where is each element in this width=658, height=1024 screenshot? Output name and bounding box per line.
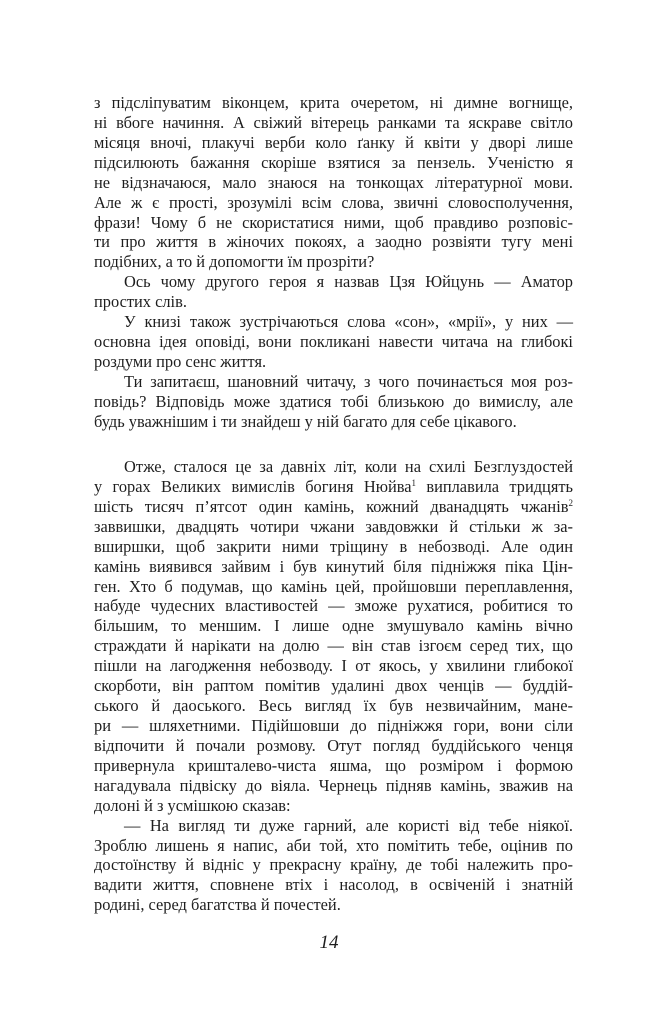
text-line: Але ж є прості, зрозумілі всім слова, звичні словосполучення, — [94, 192, 573, 212]
text-line: ри — шляхетними. Підійшовши до підніжжя гори, вони сіли — [94, 715, 573, 735]
page-number: 14 — [319, 932, 339, 953]
text-line: пішли на лагодження небозводу. І от якось, у хвилини глибокої — [94, 656, 573, 676]
text-line: шість тисяч п’ятсот один камінь, кожний дванадцять чжанів$^2$ — [94, 496, 573, 516]
text-line: у горах Великих вимислів богиня Нюйва$^1$ виплавила тридцять — [94, 476, 573, 496]
text-line: ти про життя в жіночих покоях, а заодно розвіяти тугу мені — [94, 232, 573, 252]
text-line: фрази! Чому б не скористатися ними, щоб правдиво розповіс- — [94, 212, 573, 232]
text-line: У книзі також зустрічаються слова «сон», «мрії», у них — — [124, 312, 573, 332]
text-line: ського й даоського. Весь вигляд їх був незвичайним, мане- — [94, 696, 573, 716]
text-line: подібних, а то й допомогти їм прозріти? — [94, 252, 375, 272]
paragraph — [94, 93, 573, 272]
text-line: Отже, сталося це за давніх літ, коли на схилі Безглуздостей — [124, 457, 573, 476]
text-line: будь уважнішим і ти знайдеш у ній багато для себе цікавого. — [94, 411, 517, 431]
text-line: Ось чому другого героя я назвав Цзя Юйцунь — Аматор — [124, 272, 573, 292]
text-line: скорботи, він раптом помітив удалині двох ченців — буддій- — [94, 676, 573, 696]
paragraph — [94, 372, 573, 432]
text-line: відпочити й почали розмову. Отут погляд буддійського ченця — [94, 735, 573, 755]
text-line: Ти запитаєш, шановний читачу, з чого починається моя роз- — [124, 371, 573, 391]
text-line: страждати й нарікати на долю — він став ізгоєм серед тих, що — [94, 636, 573, 656]
paragraph — [94, 272, 573, 312]
text-line: простих слів. — [94, 292, 187, 312]
text-line: достоїнству й відніс у прекрасну країну, де тобі належить про- — [94, 855, 573, 875]
text-line: камінь виявився зайвим і був кинутий біля підніжжя піка Цін- — [94, 556, 573, 576]
text-line: місяця вночі, плакучі верби коло ґанку й квіти у дворі лише — [94, 132, 573, 152]
text-line: з підсліпуватим віконцем, крита очеретом, ні димне вогнище, — [94, 93, 573, 112]
text-line: ні вбоге начиння. А свіжий вітерець ранками та яскраве світло — [94, 112, 573, 132]
text-line: набуде чудесних властивостей — зможе рухатися, робитися то — [94, 596, 573, 616]
text-line: привернула кришталево-чиста яшма, що розміром і формою — [94, 755, 573, 775]
text-line: підсилюють бажання скоріше взятися за пензель. Ученістю я — [94, 152, 573, 172]
text-line: більшим, то меншим. І лише одне змушувало камінь вічно — [94, 616, 573, 636]
story-text-block — [94, 457, 573, 915]
text-line: не відзначаюся, мало знаюся на тонкощах літературної мови. — [94, 172, 573, 192]
text-line: родині, серед багатства й почестей. — [94, 895, 341, 915]
text-line: заввишки, двадцять чотири чжани завдовжки й стільки ж за- — [94, 516, 573, 536]
text-line: повідь? Відповідь може здатися тобі близькою до вимислу, але — [94, 391, 573, 411]
text-line: нагадувала підвіску до віяла. Чернець підняв камінь, зважив на — [94, 775, 573, 795]
text-line: Зроблю лишень я напис, аби той, хто помітить тебе, оцінив по — [94, 835, 573, 855]
text-line: долоні й з усмішкою сказав: — [94, 795, 291, 815]
text-line: вадити життя, сповнене втіх і насолод, в освіченій і знатній — [94, 875, 573, 895]
text-line: — На вигляд ти дуже гарний, але користі від тебе ніякої. — [124, 815, 573, 835]
paragraph — [94, 457, 573, 816]
text-line: ген. Хто б подумав, що камінь цей, пройшовши переплавлення, — [94, 576, 573, 596]
paragraph — [94, 816, 573, 916]
text-line: роздуми про сенс життя. — [94, 351, 267, 371]
text-line: вширшки, щоб закрити ними тріщину в небозводі. Але один — [94, 536, 573, 556]
text-line: основна ідея оповіді, вони покликані навести читача на глибокі — [94, 332, 573, 352]
intro-text-block — [94, 93, 573, 432]
paragraph — [94, 312, 573, 372]
